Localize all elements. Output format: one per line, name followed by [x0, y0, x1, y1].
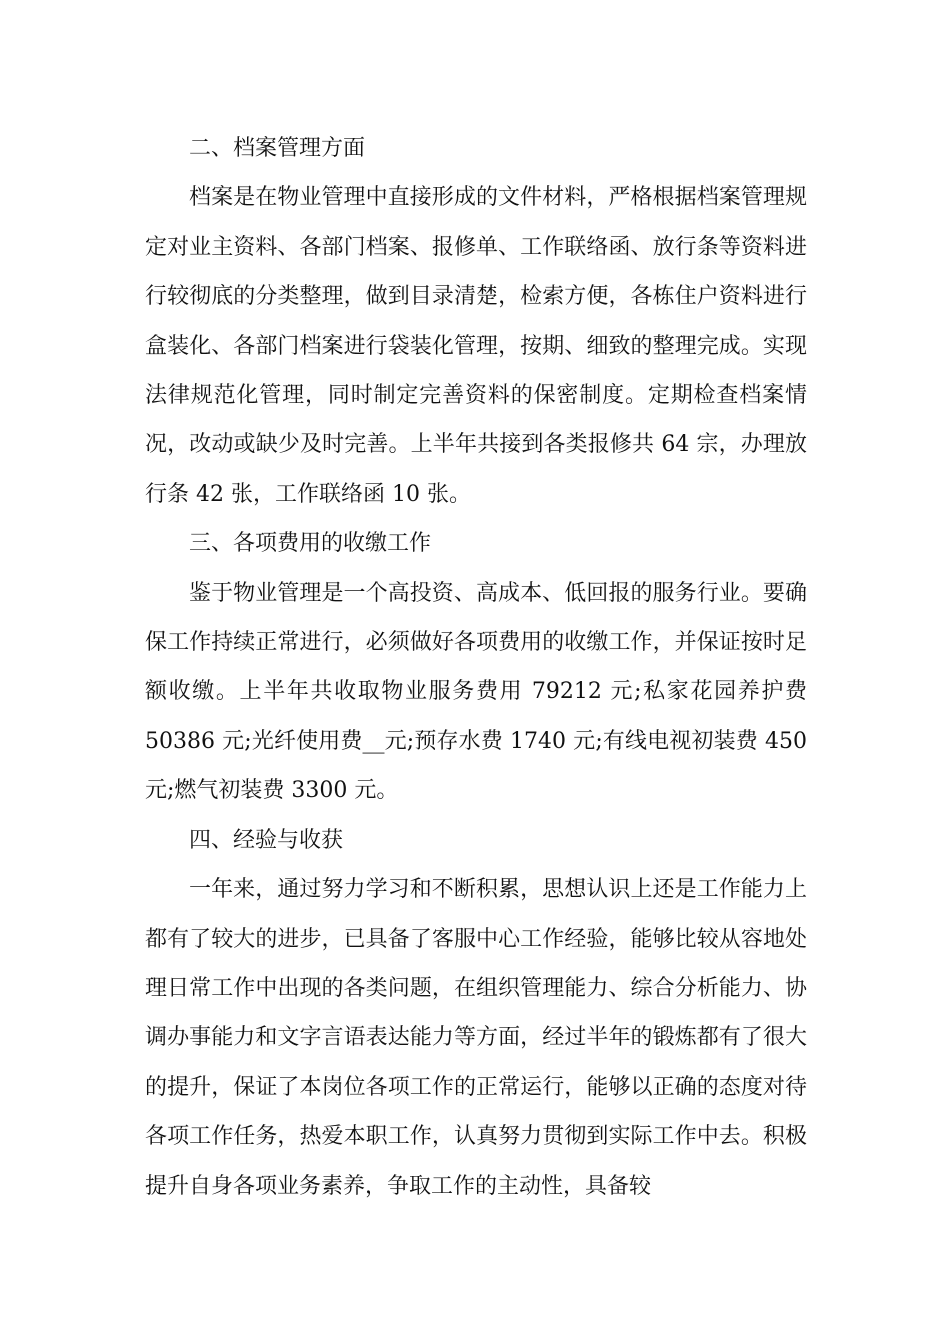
section-heading: 二、档案管理方面: [189, 136, 366, 161]
section-heading: 四、经验与收获: [189, 827, 344, 853]
section-heading: 三、各项费用的收缴工作: [189, 531, 432, 557]
section-paragraph: 档案是在物业管理中直接形成的文件材料，严格根据档案管理规定对业主资料、各部门档案、报修单、工作联络函、放行条等资料进行较彻底的分类整理，做到目录清楚，检索方便，各栋住户资料进行盒装化、各部门档案进行袋装化管理，按期、细致的整理完成。实现法律规范化管理，同时制定完善资料的保密制度。定期检查档案情况，改动或缺少及时完善。上半年共接到各类报修共 64 宗，办理放行条 42 张，工作联络函 10 张。: [145, 185, 807, 507]
section-fee-collection: [145, 519, 807, 815]
section-paragraph: 鉴于物业管理是一个高投资、高成本、低回报的服务行业。要确保工作持续正常进行，必须做好各项费用的收缴工作，并保证按时足额收缴。上半年共收取物业服务费用 79212 元;私家花园养护费 50386 元;光纤使用费__元;预存水费 1740 元;有线电视初装费 450 元;燃气初装费 3300 元。: [145, 580, 807, 804]
section-experience-gains: [145, 816, 807, 1211]
document-page: [145, 124, 807, 1211]
section-archive-management: [145, 124, 807, 519]
section-paragraph: 一年来，通过努力学习和不断积累，思想认识上还是工作能力上都有了较大的进步，已具备了客服中心工作经验，能够比较从容地处理日常工作中出现的各类问题，在组织管理能力、综合分析能力、协调办事能力和文字言语表达能力等方面，经过半年的锻炼都有了很大的提升，保证了本岗位各项工作的正常运行，能够以正确的态度对待各项工作任务，热爱本职工作，认真努力贯彻到实际工作中去。积极提升自身各项业务素养，争取工作的主动性，具备较: [145, 877, 807, 1199]
